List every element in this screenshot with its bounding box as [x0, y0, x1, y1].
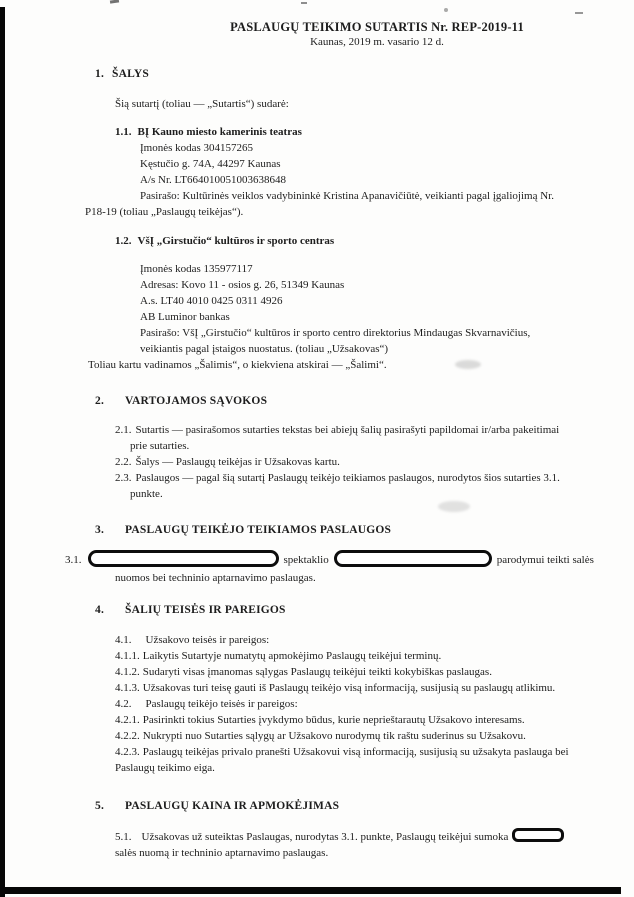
section-number: 4.	[95, 604, 105, 616]
party-signatory: Pasirašo: VšĮ „Girstučio“ kultūros ir sporto centro direktorius Mindaugas Skvarnavičius,	[140, 327, 531, 339]
party-company-code: Įmonės kodas 304157265	[140, 142, 254, 154]
clause-text: Paslaugų teikėjas privalo pranešti Užsakovui visą informaciją, susijusią su užsakyta paslauga bei	[142, 746, 569, 758]
party-signatory-continuation: veikiantis pagal įstaigos nuostatus. (toliau „Užsakovas“)	[140, 343, 389, 355]
intro-line: Šią sutartį (toliau — „Sutartis“) sudarė:	[115, 98, 289, 110]
clause-text: Paslaugos — pagal šią sutartį Paslaugų teikėjo teikiamos paslaugos, nurodytos šios sutarties 3.1.	[135, 472, 560, 484]
clause-3-1-continuation: nuomos bei techninio aptarnavimo paslaugas.	[115, 572, 316, 584]
section-2-heading	[95, 393, 634, 409]
clause-number: 4.2.1.	[115, 714, 140, 726]
contract-place-date: Kaunas, 2019 m. vasario 12 d.	[310, 36, 444, 48]
clause-4-2	[115, 696, 634, 712]
clause-3-1	[65, 550, 634, 570]
section-3-heading	[95, 522, 634, 538]
clause-text: spektaklio	[283, 554, 329, 566]
section-number: 1.	[95, 68, 105, 80]
clause-2-1	[115, 422, 634, 438]
party-address: Adresas: Kovo 11 - osios g. 26, 51349 Kaunas	[140, 279, 345, 291]
clause-text: parodymui teikti salės	[496, 554, 594, 566]
clause-4-2-1	[115, 712, 634, 728]
parties-outro-line: Toliau kartu vadinamos „Šalimis“, o kiekviena atskirai — „Šalimi“.	[88, 359, 387, 371]
party-address: Kęstučio g. 74A, 44297 Kaunas	[140, 158, 281, 170]
clause-text: Šalys — Paslaugų teikėjas ir Užsakovas kartu.	[135, 456, 340, 468]
contract-title: PASLAUGŲ TEIKIMO SUTARTIS Nr. REP-2019-11	[230, 20, 524, 34]
clause-5-1-continuation: salės nuomą ir techninio aptarnavimo paslaugas.	[115, 847, 329, 859]
clause-2-2	[115, 454, 634, 470]
party-name: VšĮ „Girstučio“ kultūros ir sporto centras	[137, 235, 335, 247]
section-title: VARTOJAMOS SĄVOKOS	[125, 395, 268, 407]
section-title: ŠALYS	[112, 68, 150, 80]
section-number: 3.	[95, 524, 105, 536]
clause-number: 3.1.	[65, 554, 82, 566]
redaction-box	[88, 550, 279, 567]
scan-border-bottom	[0, 887, 621, 894]
clause-number: 2.2.	[115, 456, 132, 468]
clause-number: 4.2.	[115, 698, 132, 710]
clause-text: Paslaugų teikėjo teisės ir pareigos:	[145, 698, 298, 710]
clause-number: 4.2.2.	[115, 730, 140, 742]
clause-text: Užsakovas už suteiktas Paslaugas, nurodytas 3.1. punkte, Paslaugų teikėjui sumoka	[141, 831, 509, 843]
section-4-heading	[95, 602, 634, 618]
clause-text: Laikytis Sutartyje numatytų apmokėjimo Paslaugų teikėjui terminų.	[142, 650, 442, 662]
clause-4-1	[115, 632, 634, 648]
clause-number: 5.1.	[115, 831, 132, 843]
clause-4-2-2	[115, 728, 634, 744]
section-5-heading	[95, 798, 634, 814]
clause-4-2-3	[115, 744, 634, 760]
section-title: PASLAUGŲ KAINA IR APMOKĖJIMAS	[125, 800, 340, 812]
scan-speck	[301, 2, 307, 4]
scan-speck	[575, 12, 583, 14]
document-header	[64, 19, 634, 50]
section-title: ŠALIŲ TEISĖS IR PAREIGOS	[125, 604, 286, 616]
section-number: 2.	[95, 395, 105, 407]
party-1-1-heading	[115, 124, 634, 140]
party-number: 1.2.	[115, 235, 132, 247]
scan-smudge	[438, 501, 470, 512]
party-account: A.s. LT40 4010 0425 0311 4926	[140, 295, 283, 307]
party-account: A/s Nr. LT664010051003638648	[140, 174, 286, 186]
clause-number: 4.1.1.	[115, 650, 140, 662]
clause-4-1-2	[115, 664, 634, 680]
clause-number: 4.1.3.	[115, 682, 140, 694]
party-1-2-heading	[115, 233, 634, 249]
scan-border-left	[0, 7, 5, 897]
section-title: PASLAUGŲ TEIKĖJO TEIKIAMOS PASLAUGOS	[125, 524, 392, 536]
clause-number: 2.3.	[115, 472, 132, 484]
clause-5-1	[115, 828, 634, 845]
redaction-box	[512, 828, 564, 842]
clause-number: 4.1.	[115, 634, 132, 646]
clause-number: 4.1.2.	[115, 666, 140, 678]
clause-2-1-continuation: prie sutarties.	[130, 440, 190, 452]
clause-number: 4.2.3.	[115, 746, 140, 758]
party-bank: AB Luminor bankas	[140, 311, 230, 323]
clause-text: Užsakovo teisės ir pareigos:	[145, 634, 270, 646]
party-name: BĮ Kauno miesto kamerinis teatras	[137, 126, 302, 138]
clause-text: Sudaryti visas įmanomas sąlygas Paslaugų teikėjui teikti kokybiškas paslaugas.	[142, 666, 492, 678]
section-1-heading	[95, 66, 634, 82]
clause-4-2-3-continuation: Paslaugų teikimo eiga.	[115, 762, 215, 774]
clause-4-1-3	[115, 680, 634, 696]
clause-2-3	[115, 470, 634, 486]
clause-4-1-1	[115, 648, 634, 664]
scan-smudge	[455, 360, 481, 369]
redaction-box	[334, 550, 492, 567]
clause-text: Sutartis — pasirašomos sutarties tekstas bei abiejų šalių pasirašyti papildomai ir/arba pakeitimai	[135, 424, 560, 436]
clause-number: 2.1.	[115, 424, 132, 436]
clause-text: Nukrypti nuo Sutarties sąlygų ar Užsakovo nurodymų tik raštu suderinus su Užsakovu.	[142, 730, 526, 742]
party-signatory: Pasirašo: Kultūrinės veiklos vadybininkė Kristina Apanavičiūtė, veikianti pagal įgaliojimą Nr.	[140, 190, 554, 202]
clause-text: Pasirinkti tokius Sutarties įvykdymo būdus, kurie neprieštarautų Užsakovo interesams.	[142, 714, 525, 726]
section-number: 5.	[95, 800, 105, 812]
party-company-code: Įmonės kodas 135977117	[140, 263, 253, 275]
clause-2-3-continuation: punkte.	[130, 488, 163, 500]
party-number: 1.1.	[115, 126, 132, 138]
clause-text: Užsakovas turi teisę gauti iš Paslaugų teikėjo visą informaciją, susijusią su paslaugų atlikimu.	[142, 682, 556, 694]
party-signatory-continuation: P18-19 (toliau „Paslaugų teikėjas“).	[85, 206, 244, 218]
scan-speck	[444, 8, 448, 12]
